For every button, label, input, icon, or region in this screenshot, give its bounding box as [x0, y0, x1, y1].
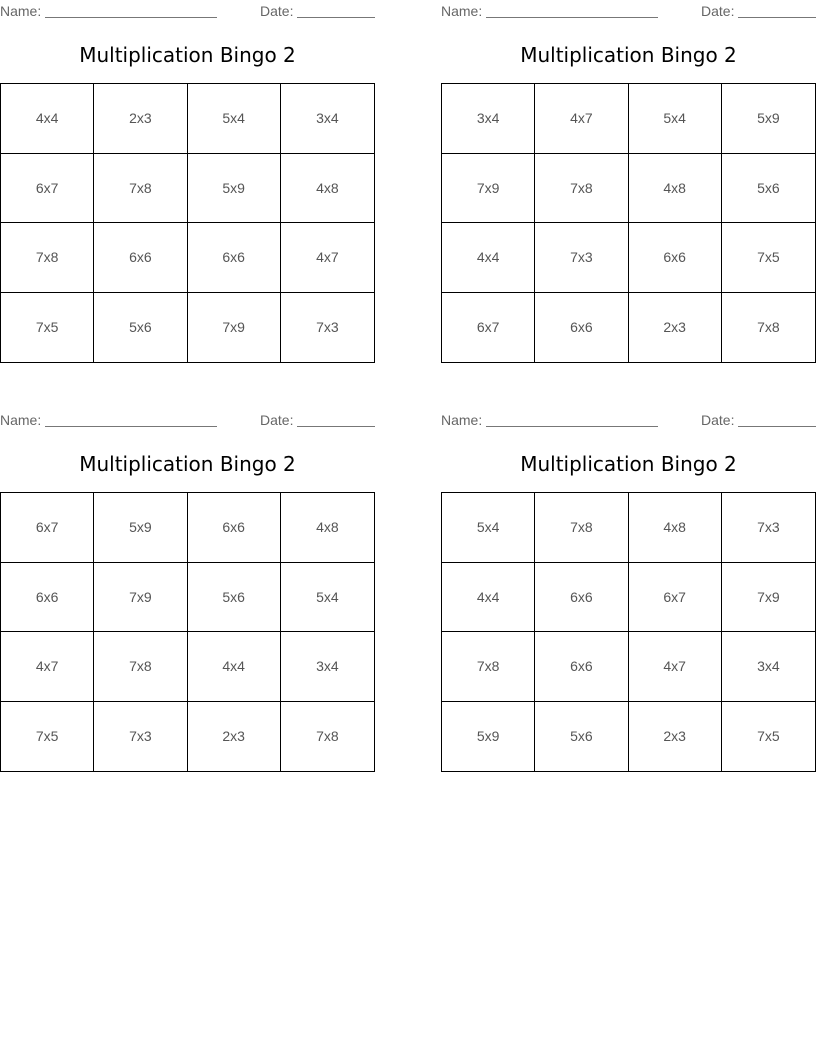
bingo-cell: 4x8 [629, 493, 722, 563]
bingo-cell: 4x7 [1, 632, 94, 702]
bingo-cell: 7x3 [316, 319, 339, 336]
bingo-cell: 5x9 [442, 702, 535, 772]
date-blank-line [738, 426, 816, 427]
bingo-cell: 2x3 [188, 702, 281, 772]
bingo-cell: 7x8 [94, 154, 187, 224]
bingo-cell: 7x9 [442, 154, 535, 224]
bingo-cell: 7x8 [1, 223, 94, 293]
card-title: Multiplication Bingo 2 [520, 43, 737, 67]
card-title: Multiplication Bingo 2 [79, 452, 296, 476]
bingo-cell: 5x6 [94, 293, 187, 363]
bingo-cell: 2x3 [629, 702, 722, 772]
bingo-cell: 7x9 [722, 563, 815, 633]
bingo-card-1 [0, 0, 375, 336]
bingo-cell: 7x8 [94, 632, 187, 702]
date-blank-line [738, 17, 816, 18]
bingo-cell: 5x9 [188, 154, 281, 224]
name-date-row [0, 409, 375, 429]
bingo-cell: 5x6 [188, 563, 281, 633]
bingo-cell: 5x9 [94, 493, 187, 563]
bingo-cell: 5x4 [442, 493, 535, 563]
name-label: Name: [441, 3, 483, 19]
bingo-cell: 6x6 [535, 563, 628, 633]
bingo-cell: 5x4 [629, 84, 722, 154]
bingo-cell: 5x6 [535, 702, 628, 772]
bingo-cell: 7x3 [722, 493, 815, 563]
bingo-cell: 2x3 [629, 293, 722, 363]
name-date-row [441, 0, 816, 20]
bingo-cell: 6x6 [188, 223, 281, 293]
bingo-cell: 7x8 [535, 493, 628, 563]
name-label: Name: [0, 412, 42, 428]
bingo-cell: 4x7 [629, 632, 722, 702]
bingo-cell: 6x6 [94, 223, 187, 293]
name-date-row [0, 0, 375, 20]
bingo-card-2 [441, 0, 816, 336]
bingo-cell: 7x3 [94, 702, 187, 772]
date-label: Date: [701, 3, 735, 19]
name-blank-line [45, 17, 217, 18]
bingo-cell: 6x6 [1, 563, 94, 633]
name-blank-line [486, 17, 658, 18]
bingo-cell: 5x4 [188, 84, 281, 154]
bingo-cell: 7x5 [1, 702, 94, 772]
bingo-cell: 7x8 [442, 632, 535, 702]
bingo-cell: 3x4 [442, 84, 535, 154]
bingo-cell: 4x4 [1, 84, 94, 154]
bingo-grid [441, 83, 816, 363]
bingo-cell: 3x4 [281, 632, 374, 702]
bingo-cell: 7x8 [535, 154, 628, 224]
bingo-cell: 7x5 [722, 223, 815, 293]
bingo-cell: 7x9 [94, 563, 187, 633]
date-label: Date: [260, 3, 294, 19]
bingo-cell: 3x4 [281, 84, 374, 154]
date-label: Date: [701, 412, 735, 428]
card-title: Multiplication Bingo 2 [79, 43, 296, 67]
bingo-cell: 4x7 [281, 223, 374, 293]
date-blank-line [297, 426, 375, 427]
bingo-cell: 5x9 [722, 84, 815, 154]
name-label: Name: [441, 412, 483, 428]
bingo-cell: 7x3 [535, 223, 628, 293]
bingo-cell: 7x9 [188, 293, 281, 363]
name-date-row [441, 409, 816, 429]
bingo-cell: 6x6 [188, 493, 281, 563]
bingo-card-3 [0, 409, 375, 745]
bingo-grid [441, 492, 816, 772]
bingo-card-4 [441, 409, 816, 745]
bingo-cell: 6x7 [629, 563, 722, 633]
bingo-cell: 4x4 [442, 563, 535, 633]
bingo-cell: 6x7 [1, 493, 94, 563]
bingo-cell: 6x6 [535, 632, 628, 702]
bingo-cell: 7x5 [1, 293, 94, 363]
bingo-cell: 7x5 [757, 728, 780, 745]
bingo-cell: 4x8 [629, 154, 722, 224]
bingo-cell: 4x4 [442, 223, 535, 293]
date-label: Date: [260, 412, 294, 428]
name-label: Name: [0, 3, 42, 19]
date-blank-line [297, 17, 375, 18]
bingo-cell: 4x4 [188, 632, 281, 702]
bingo-cell: 4x8 [281, 493, 374, 563]
bingo-cell: 3x4 [722, 632, 815, 702]
bingo-cell: 6x6 [535, 293, 628, 363]
bingo-cell: 2x3 [94, 84, 187, 154]
card-title: Multiplication Bingo 2 [520, 452, 737, 476]
bingo-cell: 6x6 [629, 223, 722, 293]
name-blank-line [45, 426, 217, 427]
bingo-grid [0, 492, 375, 772]
name-blank-line [486, 426, 658, 427]
bingo-cell: 7x8 [757, 319, 780, 336]
bingo-cell: 6x7 [1, 154, 94, 224]
bingo-cell: 5x4 [281, 563, 374, 633]
bingo-cell: 5x6 [722, 154, 815, 224]
bingo-cell: 7x8 [316, 728, 339, 745]
bingo-cell: 6x7 [442, 293, 535, 363]
bingo-cell: 4x8 [281, 154, 374, 224]
bingo-cell: 4x7 [535, 84, 628, 154]
bingo-grid [0, 83, 375, 363]
